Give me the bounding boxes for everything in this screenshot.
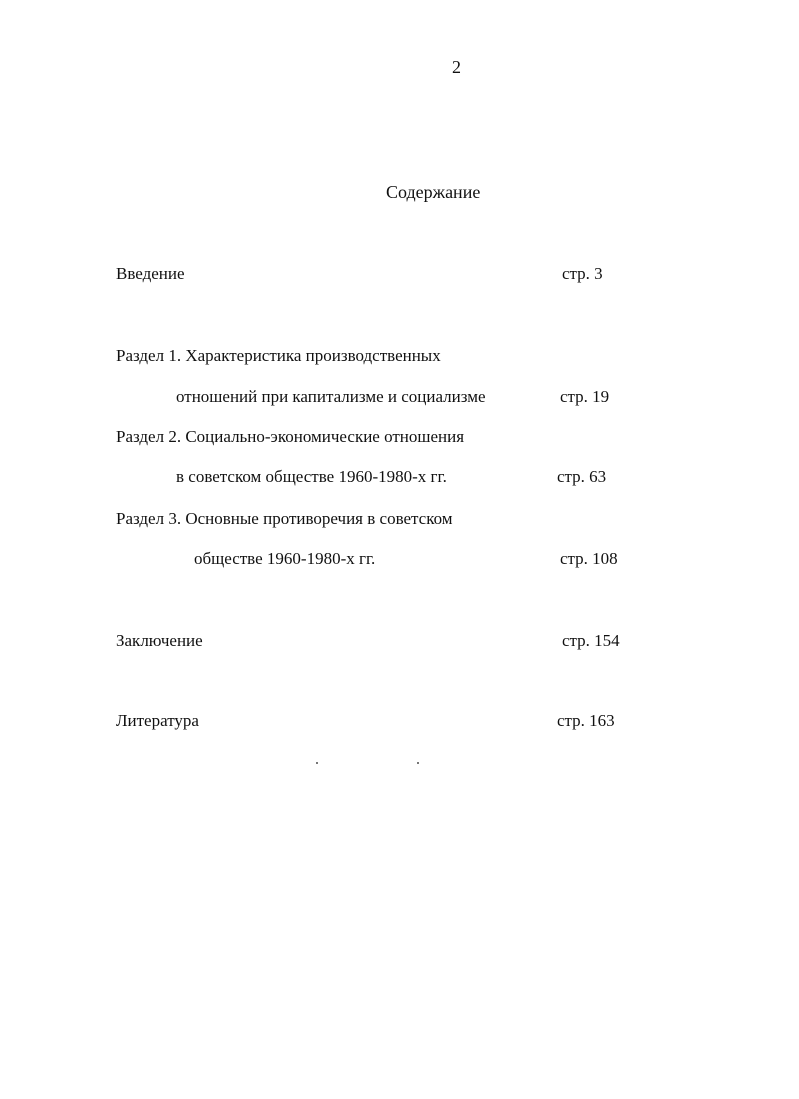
toc-section2-page: стр. 63 <box>557 467 607 486</box>
toc-section1-page: стр. 19 <box>560 387 610 406</box>
toc-section2-line2: в советском обществе 1960-1980-х гг. <box>176 467 447 486</box>
page-number: 2 <box>452 57 461 77</box>
toc-intro-label: Введение <box>116 264 185 283</box>
toc-section3-line1: Раздел 3. Основные противоречия в советском <box>116 509 453 528</box>
scan-speck <box>417 762 419 764</box>
scan-speck <box>316 762 318 764</box>
toc-literature-page: стр. 163 <box>557 711 615 730</box>
toc-intro-page: стр. 3 <box>562 264 603 283</box>
toc-conclusion-page: стр. 154 <box>562 631 620 650</box>
page-title: Содержание <box>386 182 481 202</box>
toc-section3-line2: обществе 1960-1980-х гг. <box>194 549 376 568</box>
toc-section1-line1: Раздел 1. Характеристика производственных <box>116 346 441 365</box>
toc-literature-label: Литература <box>116 711 199 730</box>
toc-section2-line1: Раздел 2. Социально-экономические отношения <box>116 427 465 446</box>
toc-section3-page: стр. 108 <box>560 549 618 568</box>
toc-conclusion-label: Заключение <box>116 631 203 650</box>
toc-section1-line2: отношений при капитализме и социализме <box>176 387 486 406</box>
